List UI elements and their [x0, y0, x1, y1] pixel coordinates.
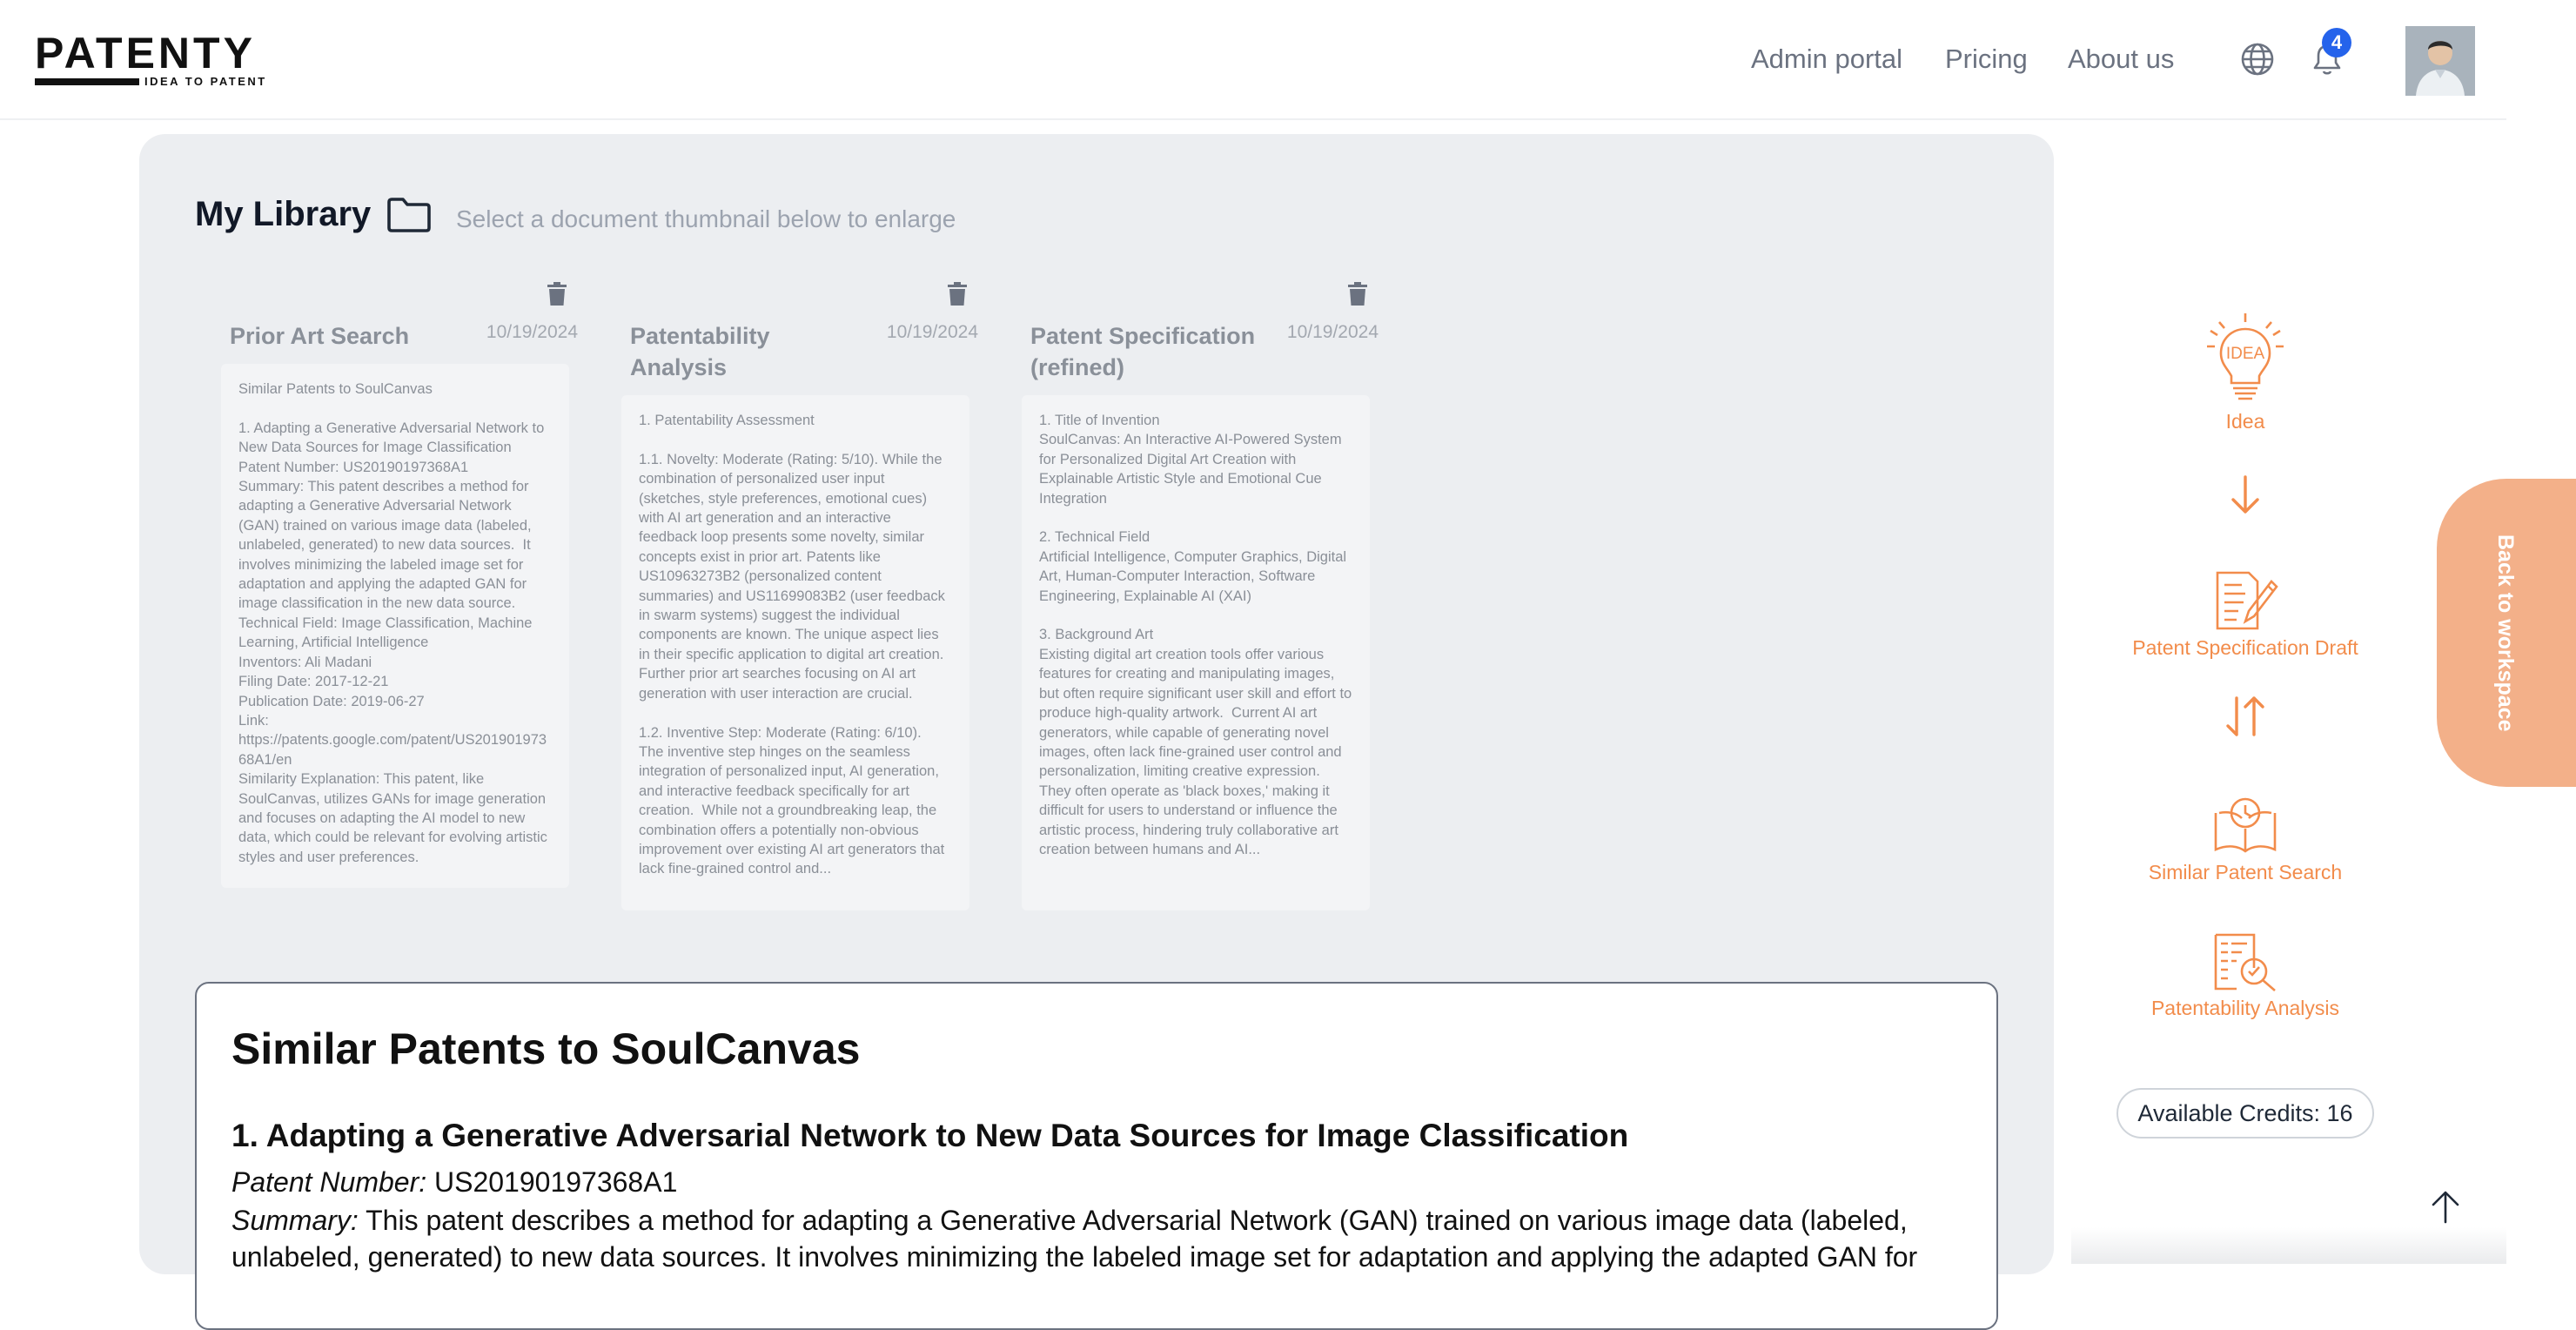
trash-icon[interactable] [1347, 282, 1368, 306]
card-title: Patentability Analysis [630, 323, 770, 380]
nav-about-us[interactable]: About us [2068, 44, 2175, 74]
back-to-workspace-tab[interactable] [2437, 479, 2576, 787]
patent-number-label: Patent Number: [231, 1166, 427, 1198]
logo-wordmark: PATENTY [35, 29, 256, 77]
workflow-idea[interactable] [2123, 310, 2367, 433]
back-to-workspace-label: Back to workspace [2493, 534, 2518, 732]
library-hint: Select a document thumbnail below to enlarge [456, 205, 956, 232]
folder-icon[interactable] [386, 197, 432, 233]
workflow-patentability[interactable] [2123, 931, 2367, 1020]
card-date: 10/19/2024 [886, 322, 978, 342]
nav-pricing[interactable]: Pricing [1945, 44, 2028, 74]
document-thumbnail[interactable]: Similar Patents to SoulCanvas 1. Adapting a Generative Adversarial Network to New Data Sources for Image Classification Patent Number: US20190197368A1 Summary: This patent describes a method for adapting a Generative Adversarial Network (GAN) trained on various image data (labeled, unlabeled, generated) to new data sources. It involves minimizing the labeled image set for adaptation and applying the adapted GAN for image classification in the new data source. Technical Field: Image Classification, Machine Learning, Artificial Intelligence Inventors: Ali Madani Filing Date: 2017-12-21 Publication Date: 2019-06-27 Link: https://patents.google.com/patent/US20190197368A1/en Similarity Explanation: This patent, like SoulCanvas, utilizes GANs for image generation and focuses on adapting the AI model to new data, which could be relevant for evolving artistic styles and user preferences. [221, 364, 569, 888]
workflow-spec-draft[interactable] [2123, 569, 2367, 660]
lightbulb-icon [2202, 310, 2289, 406]
workflow-similar-search[interactable] [2123, 794, 2367, 884]
globe-icon[interactable] [2238, 40, 2277, 78]
available-credits: Available Credits: 16 [2116, 1088, 2374, 1139]
trash-icon[interactable] [547, 282, 567, 306]
document-thumbnail[interactable]: 1. Title of Invention SoulCanvas: An Interactive AI-Powered System for Personalized Digital Art Creation with Explainable Artistic Style and Emotional Cue Integration 2. Technical Field Artificial Intelligence, Computer Graphics, Digital Art, Human-Computer Interaction, Software Engineering, Explainable AI (XAI) 3. Background Art Existing digital art creation tools offer various features for creating and manipulating images, but often require significant user skill and effort to produce high-quality artwork. Current AI art generators, while capable of generating novel images, often lack fine-grained user control and personalization, limiting creative expression. They often operate as 'black boxes,' making it difficult for users to understand or influence the artistic process, hindering truly collaborative art creation between humans and AI... [1022, 395, 1370, 910]
workflow-label-spec-draft: Patent Specification Draft [2132, 636, 2358, 659]
scroll-to-top-button[interactable] [2426, 1187, 2465, 1226]
card-title: Prior Art Search [230, 323, 410, 349]
workflow-label-similar-search: Similar Patent Search [2148, 861, 2343, 883]
trash-icon[interactable] [947, 282, 968, 306]
summary-text: This patent describes a method for adapting a Generative Adversarial Network (GAN) trained on various image data (labeled, [358, 1205, 1908, 1236]
arrow-up-icon [2426, 1187, 2465, 1226]
patent-number-value: US20190197368A1 [426, 1166, 678, 1198]
report-magnifier-icon [2210, 931, 2280, 992]
document-summary-cont: unlabeled, generated) to new data sources. It involves minimizing the labeled image set for adaptation and applying the adapted GAN for [231, 1241, 1918, 1273]
document-patent-number [231, 1165, 677, 1199]
summary-label: Summary: [231, 1205, 359, 1236]
bottom-shadow [2071, 1227, 2506, 1264]
document-pen-icon [2210, 569, 2280, 632]
logo-underline [35, 78, 139, 85]
nav-admin-portal[interactable]: Admin portal [1751, 44, 1903, 74]
notification-badge: 4 [2322, 28, 2351, 57]
document-summary [231, 1203, 1908, 1238]
enlarged-document [195, 982, 1998, 1330]
avatar[interactable] [2405, 26, 2475, 96]
library-panel [139, 134, 2054, 1274]
document-heading: Similar Patents to SoulCanvas [231, 1024, 861, 1073]
document-item-title: 1. Adapting a Generative Adversarial Network to New Data Sources for Image Classification [231, 1118, 1629, 1153]
card-date: 10/19/2024 [486, 322, 578, 342]
card-title: Patent Specification (refined) [1030, 323, 1256, 380]
library-title: My Library [195, 195, 372, 233]
patenty-logo[interactable] [35, 29, 267, 88]
logo-tagline: IDEA TO PATENT [144, 75, 267, 88]
top-navbar [0, 0, 2506, 120]
arrow-swap-icon [2224, 695, 2266, 738]
document-thumbnail[interactable]: 1. Patentability Assessment 1.1. Novelty: Moderate (Rating: 5/10). While the combination of personalized user input (sketches, style preferences, emotional cues) with AI art generation and an interactive feedback loop presents some novelty, similar concepts exist in prior art. Patents like US10963273B2 (personalized content summaries) and US11699083B2 (user feedback in swarm systems) suggest the individual components are known. The unique aspect lies in their specific application to digital art creation. Further prior art searches focusing on AI art generation with user interaction are crucial. 1.2. Inventive Step: Moderate (Rating: 6/10). The inventive step hinges on the seamless integration of personalized input, AI generation, and interactive feedback specifically for art creation. While not a groundbreaking leap, the combination offers a potentially non-obvious improvement over existing AI art generators that lack fine-grained control and... [621, 395, 969, 910]
workflow-label-idea: Idea [2225, 410, 2265, 433]
arrow-down-icon [2226, 474, 2264, 517]
svg-text:IDEA: IDEA [2225, 345, 2265, 363]
book-clock-icon [2210, 794, 2280, 856]
card-date: 10/19/2024 [1286, 322, 1379, 342]
workflow-label-patentability: Patentability Analysis [2150, 997, 2340, 1019]
